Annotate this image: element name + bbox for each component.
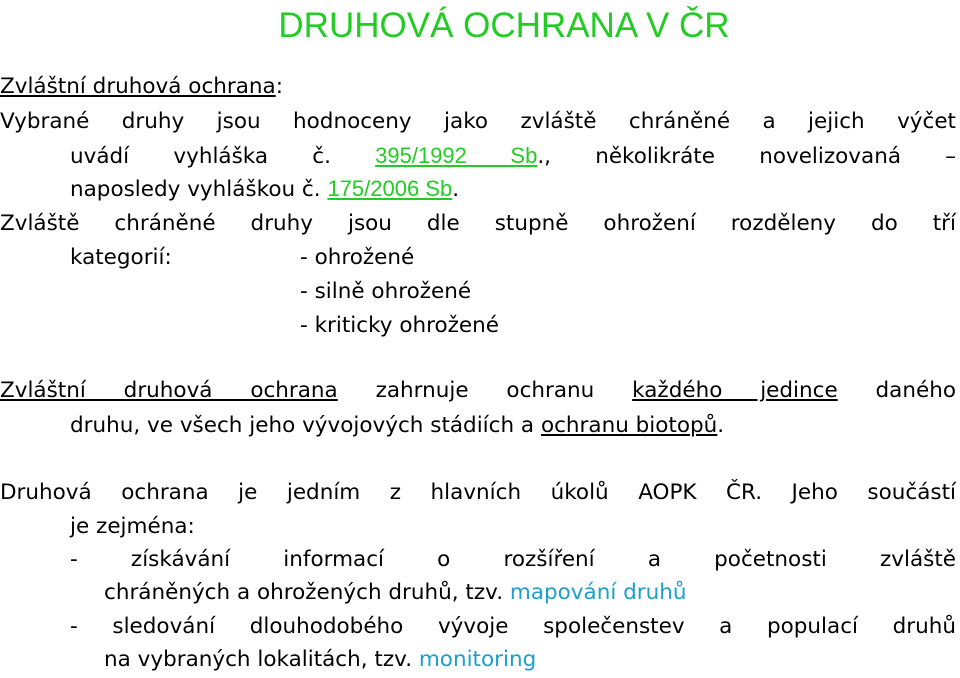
section1-heading-line	[0, 72, 283, 102]
section1-line3-text-b: .	[452, 177, 460, 202]
decree-link-175-2006[interactable]: 175/2006 Sb	[327, 176, 453, 201]
section1-line2	[70, 141, 956, 172]
section1-line2-text-a: uvádí vyhláška č.	[70, 144, 376, 169]
task-item-2-line1: - sledování dlouhodobého vývoje společenstev a populací druhů	[70, 614, 956, 639]
section2-term: Zvláštní druhová ochrana	[0, 378, 338, 403]
section2-line2	[70, 411, 724, 441]
species-mapping-highlight: mapování druhů	[509, 580, 687, 605]
section2-term-biotope: ochranu biotopů	[540, 413, 718, 438]
task-item-2-line2	[104, 645, 536, 675]
category-critically-endangered: - kriticky ohrožené	[300, 313, 499, 338]
categories-row	[70, 243, 770, 273]
section2-text3: druhu, ve všech jeho vývojových stádiích a	[70, 413, 541, 438]
section2-text4: .	[717, 413, 725, 438]
category-strongly-endangered: - silně ohrožené	[300, 279, 472, 304]
section1-line1: Vybrané druhy jsou hodnoceny jako zvláště chráněné a jejich výčet	[0, 109, 956, 134]
page-title: DRUHOVÁ OCHRANA V ČR	[278, 6, 730, 45]
section1-line3-text-a: naposledy vyhláškou č.	[70, 177, 328, 202]
monitoring-highlight: monitoring	[418, 647, 537, 672]
section1-line4: Zvláště chráněné druhy jsou dle stupně ohrožení rozděleny do tří	[0, 211, 956, 236]
section3-line2: je zejména:	[70, 514, 195, 539]
section1-line3	[70, 174, 459, 205]
section1-line2-text-b: ., několikráte novelizovaná –	[537, 144, 956, 169]
task-item-1-line1: - získávání informací o rozšíření a početnosti zvláště	[70, 547, 956, 572]
decree-link-395-1992[interactable]: 395/1992 Sb	[375, 143, 538, 168]
section2-text1: zahrnuje ochranu	[337, 378, 633, 403]
task-item-1-line2	[104, 578, 687, 608]
categories-label: kategorií:	[70, 245, 172, 270]
section2-term-individual: každého jedince	[632, 378, 838, 403]
category-endangered: - ohrožené	[300, 245, 415, 270]
section2-line1	[0, 376, 956, 406]
section2-text2: daného	[837, 378, 956, 403]
section3-line1: Druhová ochrana je jedním z hlavních úkolů AOPK ČR. Jeho součástí	[0, 480, 956, 505]
section1-heading-suffix: :	[275, 74, 283, 99]
task-item-1-text: chráněných a ohrožených druhů, tzv.	[104, 580, 510, 605]
task-item-2-text: na vybraných lokalitách, tzv.	[104, 647, 419, 672]
section1-heading: Zvláštní druhová ochrana	[0, 74, 276, 99]
